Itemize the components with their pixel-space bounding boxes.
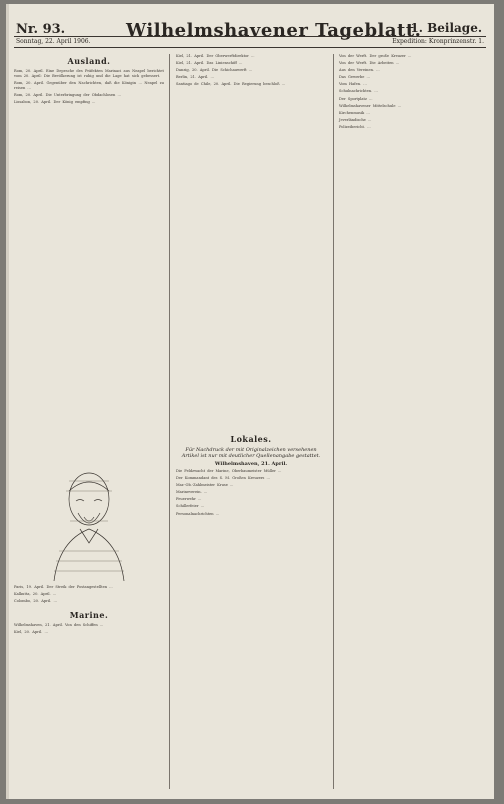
article-paragraph: Marineverein. ... <box>176 490 208 495</box>
article-paragraph: Rom, 20. April. Die Unterbringung der Obdachlosen ... <box>14 93 121 98</box>
column-3 <box>339 54 489 132</box>
column-separator <box>333 54 334 789</box>
article-paragraph: Polizeibericht. ... <box>339 124 371 129</box>
column-2-lokales <box>176 432 326 519</box>
newspaper-title: Wilhelmshavener Tageblatt. <box>126 20 422 41</box>
column-separator <box>169 54 170 789</box>
article-paragraph: Paris, 19. April. Der Streik der Postangestellten ... <box>14 585 113 589</box>
issue-number: Nr. 93. <box>16 22 66 37</box>
dateline: Wilhelmshaven, 21. April. <box>214 461 288 467</box>
article-paragraph: Aus den Vereinen. ... <box>339 68 380 73</box>
article-paragraph: Colombo, 20. April. ... <box>14 599 57 604</box>
article-paragraph: Von der Werft. Der große Kreuzer ... <box>339 54 412 58</box>
newspaper-page <box>6 4 494 799</box>
column-1 <box>14 54 164 108</box>
article-paragraph: Santiago de Chile, 20. April. Die Regierung beschloß ... <box>176 82 286 87</box>
issue-date: Sonntag, 22. April 1906. <box>16 38 91 45</box>
section-heading-marine: Marine. <box>69 610 109 621</box>
article-paragraph: Kiel, 21. April. Das Linienschiff ... <box>176 61 243 66</box>
article-paragraph: Kalkutta, 20. April. ... <box>14 592 57 597</box>
masthead-rule-bottom <box>14 47 486 48</box>
article-paragraph: Vom Hafen. ... <box>339 82 367 87</box>
article-text <box>14 69 164 106</box>
article-paragraph: Der Kommandant des S. M. Großen Kreuzers ... <box>176 476 270 481</box>
portrait-illustration <box>14 461 164 581</box>
section-heading-ausland: Ausland. <box>67 56 111 66</box>
expedition-address: Expedition: Kronprinzenstr. 1. <box>392 38 484 45</box>
article-paragraph: Feuerwehr ... <box>176 497 202 502</box>
section-heading-lokales: Lokales. <box>230 434 272 444</box>
column-1-lower <box>14 585 164 637</box>
reprint-note: Für Nachdruck der mit Originalzeichen versehenen Artikel ist nur mit deutlicher Quellenangabe gestattet. <box>181 447 321 459</box>
masthead-rule-top <box>14 36 486 37</box>
article-text <box>14 585 164 604</box>
article-paragraph: Danzig, 20. April. Die Schichauwerft ... <box>176 68 253 73</box>
supplement-label: 1. Beilage. <box>410 21 482 35</box>
article-paragraph: Der Sportplatz ... <box>339 96 373 101</box>
article-paragraph: Rom, 20. April. Gegenüber den Nachrichten, daß die Königin ... Neapel zu reisen ... <box>14 81 164 91</box>
article-text <box>176 54 326 87</box>
article-text <box>14 623 164 635</box>
article-paragraph: Mar.-Ob.-Zahlmeister Kruse ... <box>176 483 234 488</box>
article-paragraph: Das Gewerbe ... <box>339 75 370 80</box>
article-paragraph: Lissabon, 20. April. Der König empfing ... <box>14 100 96 105</box>
article-paragraph: Kiel, 21. April. Der Oberwerftdirektor ... <box>176 54 255 58</box>
article-paragraph: Kirchenmusik ... <box>339 110 370 115</box>
article-paragraph: Rom, 20. April. Eine Depesche des Präfekten Marinaci aus Neapel berichtet vom 20. April: Die Bevölkerung ist ruhig und die Lage hat sich gebessert. <box>14 69 164 79</box>
page-edge <box>6 4 9 799</box>
article-paragraph: Berlin, 21. April. ... <box>176 75 214 80</box>
article-text <box>176 469 326 517</box>
masthead <box>6 4 494 48</box>
article-paragraph: Wilhelmshaven, 21. April. Von den Schiffen ... <box>14 623 104 628</box>
article-paragraph: Jeverländische ... <box>339 117 372 122</box>
article-paragraph: Von der Werft. Die Arbeiten ... <box>339 61 400 66</box>
article-paragraph: Schillerfeier ... <box>176 504 205 509</box>
column-2 <box>176 54 326 89</box>
article-paragraph: Personalnachrichten ... <box>176 511 220 516</box>
article-text <box>339 54 489 130</box>
article-paragraph: Schulnachrichten. ... <box>339 89 378 94</box>
article-paragraph: Kiel, 20. April. ... <box>14 630 48 635</box>
article-paragraph: Die Feldzwacht der Marine, Oberbaumeister Müller ... <box>176 469 282 473</box>
article-paragraph: Wilhelmshavener Mittelschule ... <box>339 103 402 108</box>
